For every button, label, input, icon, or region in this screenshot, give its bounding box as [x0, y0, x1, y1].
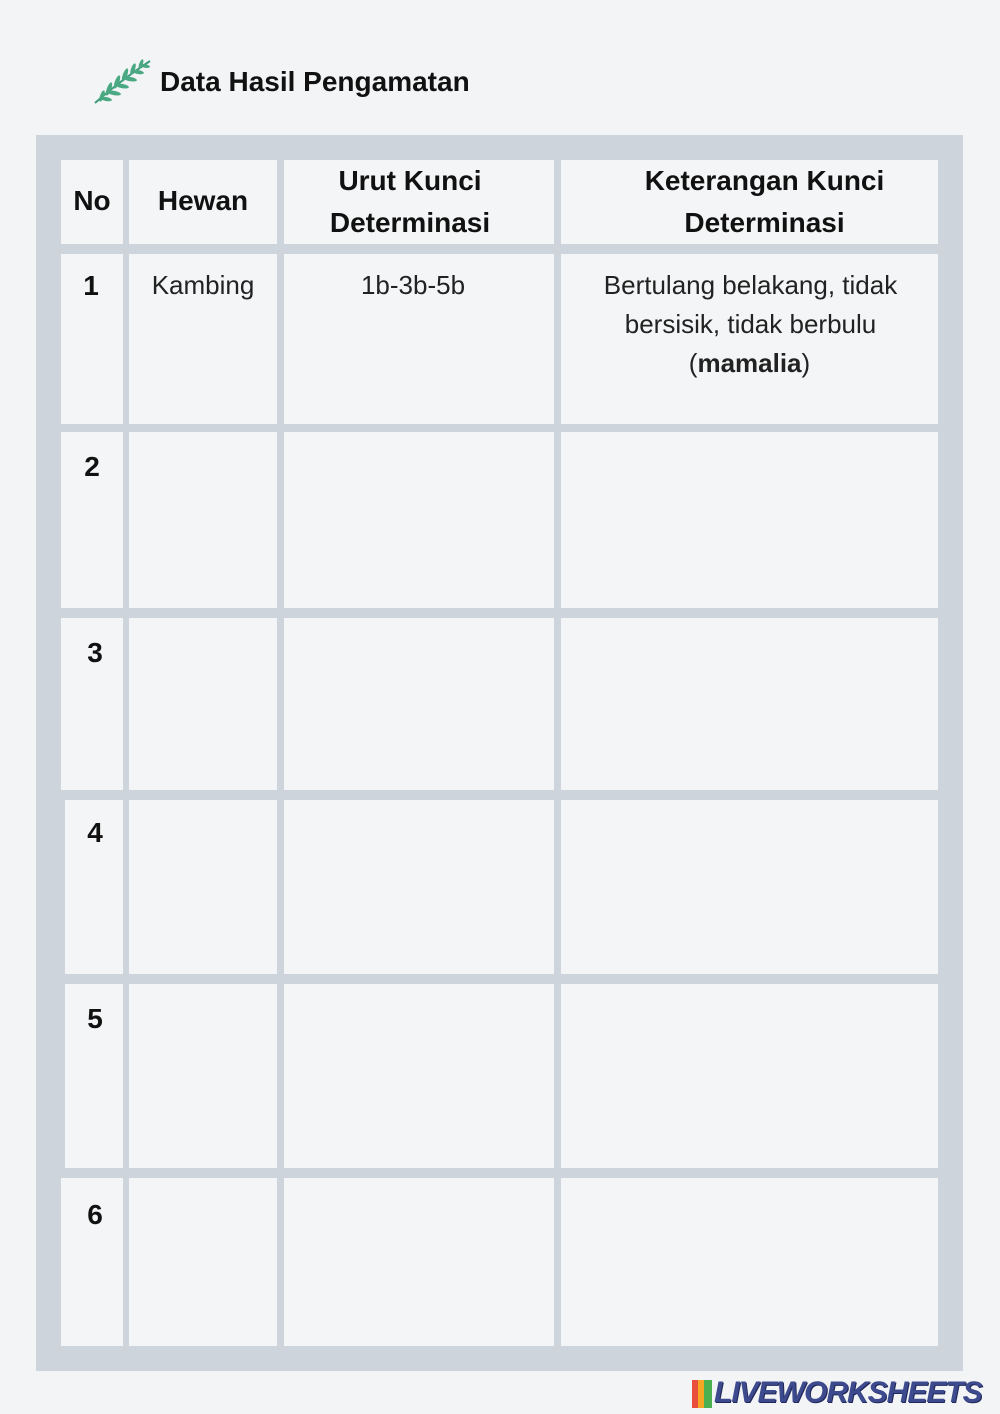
row-1-urut[interactable]	[284, 254, 554, 424]
row-6-keterangan[interactable]	[561, 1178, 938, 1346]
row-6-hewan[interactable]	[129, 1178, 277, 1346]
hewan-value: Kambing	[151, 270, 255, 300]
ket-line-3	[561, 344, 938, 383]
row-1-hewan[interactable]	[129, 254, 277, 424]
ket-class-bold: mamalia	[697, 348, 802, 378]
row-3-keterangan[interactable]	[561, 618, 938, 790]
row-number: 4	[87, 817, 103, 848]
header-urut-line2: Determinasi	[329, 207, 491, 238]
liveworksheets-logo	[692, 1376, 992, 1410]
row-number: 1	[83, 270, 99, 301]
row-5-urut[interactable]	[284, 984, 554, 1168]
row-2-keterangan[interactable]	[561, 432, 938, 608]
row-1-keterangan[interactable]	[561, 254, 938, 424]
row-5-keterangan[interactable]	[561, 984, 938, 1168]
row-2-no	[61, 432, 123, 608]
header-no	[61, 160, 123, 244]
row-1-no	[61, 254, 123, 424]
ket-line-2: bersisik, tidak berbulu	[624, 309, 877, 339]
fern-leaf-icon	[92, 58, 154, 106]
urut-value: 1b-3b-5b	[360, 270, 466, 300]
row-2-hewan[interactable]	[129, 432, 277, 608]
observation-table	[36, 135, 963, 1371]
row-4-no	[65, 800, 123, 974]
row-4-hewan[interactable]	[129, 800, 277, 974]
row-6-no	[61, 1178, 123, 1346]
row-3-urut[interactable]	[284, 618, 554, 790]
header-no-label: No	[73, 185, 111, 216]
header-hewan	[129, 160, 277, 244]
row-number: 2	[84, 451, 100, 482]
header-urut	[284, 160, 554, 244]
row-5-hewan[interactable]	[129, 984, 277, 1168]
row-number: 5	[87, 1003, 103, 1034]
row-4-keterangan[interactable]	[561, 800, 938, 974]
row-4-urut[interactable]	[284, 800, 554, 974]
row-2-urut[interactable]	[284, 432, 554, 608]
logo-text: LIVEWORKSHEETS	[714, 1376, 982, 1409]
logo-badge-green	[704, 1380, 712, 1408]
row-number: 3	[87, 637, 103, 668]
row-5-no	[65, 984, 123, 1168]
header-keterangan	[561, 160, 938, 244]
ket-line-1: Bertulang belakang, tidak	[603, 270, 898, 300]
row-3-no	[61, 618, 123, 790]
row-6-urut[interactable]	[284, 1178, 554, 1346]
header-urut-line1: Urut Kunci	[338, 165, 482, 196]
page-title: Data Hasil Pengamatan	[160, 66, 470, 97]
ket-paren-open: (	[688, 348, 698, 378]
row-number: 6	[87, 1199, 103, 1230]
header-hewan-label: Hewan	[157, 185, 249, 216]
ket-paren-close: )	[801, 348, 811, 378]
header-ket-line1: Keterangan Kunci	[644, 165, 885, 196]
row-3-hewan[interactable]	[129, 618, 277, 790]
header-ket-line2: Determinasi	[684, 207, 845, 238]
